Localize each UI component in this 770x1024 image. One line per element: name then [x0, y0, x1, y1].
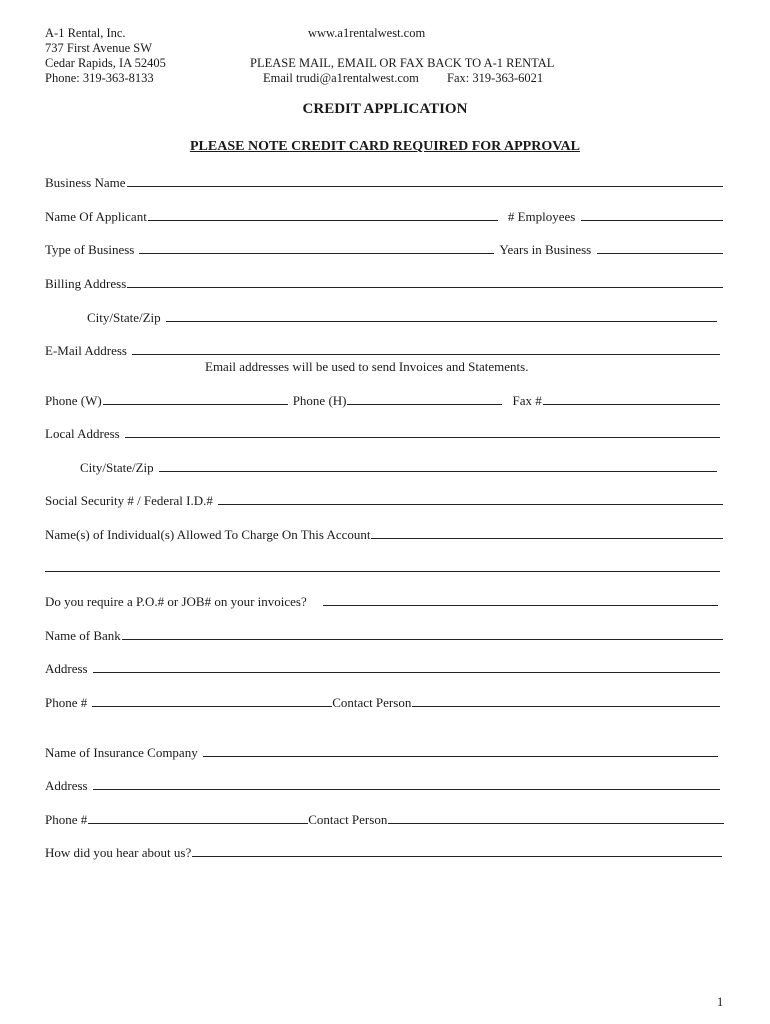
fax-label: Fax # [512, 393, 542, 408]
company-fax: Fax: 319-363-6021 [447, 71, 544, 85]
referral-row [45, 845, 722, 861]
bank-name-label: Name of Bank [45, 628, 121, 643]
authorized-names-row [45, 527, 723, 543]
bank-contact-label: Contact Person [332, 695, 412, 710]
bank-phone-label: Phone # [45, 695, 88, 710]
phone-home-label: Phone (H) [292, 393, 347, 408]
bank-phone-field[interactable] [92, 695, 332, 707]
ssn-field[interactable] [218, 493, 723, 505]
insurance-contact-label: Contact Person [308, 812, 388, 827]
page-number: 1 [717, 995, 724, 1009]
phone-row [45, 393, 720, 409]
billing-address-field[interactable] [127, 276, 723, 288]
insurance-name-row [45, 745, 718, 761]
billing-city-label: City/State/Zip [87, 310, 161, 325]
insurance-address-field[interactable] [93, 778, 720, 790]
insurance-contact-field[interactable] [388, 812, 724, 824]
bank-address-field[interactable] [93, 661, 720, 673]
applicant-name-label: Name Of Applicant [45, 209, 147, 224]
local-address-row [45, 426, 720, 442]
years-in-business-label: Years in Business [499, 242, 592, 257]
company-name: A-1 Rental, Inc. [45, 26, 126, 40]
phone-work-label: Phone (W) [45, 393, 102, 408]
bank-phone-row [45, 695, 720, 711]
insurance-phone-row [45, 812, 724, 828]
billing-city-row [87, 310, 717, 326]
authorized-names-continuation [45, 560, 720, 572]
employees-field[interactable] [581, 209, 723, 221]
email-note: Email addresses will be used to send Invoices and Statements. [205, 359, 529, 374]
insurance-address-label: Address [45, 778, 88, 793]
ssn-label: Social Security # / Federal I.D.# [45, 493, 213, 508]
form-title: CREDIT APPLICATION [302, 101, 468, 117]
bank-address-label: Address [45, 661, 88, 676]
bank-address-row [45, 661, 720, 677]
bank-contact-field[interactable] [412, 695, 720, 707]
insurance-name-field[interactable] [203, 745, 718, 757]
fax-field[interactable] [543, 393, 720, 405]
ssn-row [45, 493, 723, 509]
local-city-row [80, 460, 717, 476]
years-in-business-field[interactable] [597, 242, 723, 254]
billing-city-field[interactable] [166, 310, 717, 322]
business-name-row [45, 175, 723, 191]
business-name-label: Business Name [45, 175, 126, 190]
company-phone: Phone: 319-363-8133 [45, 71, 154, 85]
email-field[interactable] [132, 343, 720, 355]
bank-name-row [45, 628, 723, 644]
authorized-names-field[interactable] [371, 527, 723, 539]
po-row [45, 594, 718, 610]
insurance-address-row [45, 778, 720, 794]
insurance-name-label: Name of Insurance Company [45, 745, 198, 760]
insurance-phone-field[interactable] [88, 812, 308, 824]
business-type-field[interactable] [139, 242, 494, 254]
insurance-phone-label: Phone # [45, 812, 88, 827]
phone-work-field[interactable] [103, 393, 288, 405]
company-website: www.a1rentalwest.com [308, 26, 426, 40]
referral-field[interactable] [192, 845, 722, 857]
po-question-label: Do you require a P.O.# or JOB# on your invoices? [45, 594, 307, 609]
billing-address-label: Billing Address [45, 276, 127, 291]
form-subtitle: PLEASE NOTE CREDIT CARD REQUIRED FOR APPROVAL [190, 139, 580, 154]
referral-label: How did you hear about us? [45, 845, 192, 860]
applicant-name-field[interactable] [148, 209, 498, 221]
company-email: Email trudi@a1rentalwest.com [263, 71, 419, 85]
billing-address-row [45, 276, 723, 292]
po-answer-field[interactable] [323, 594, 718, 606]
company-street: 737 First Avenue SW [45, 41, 153, 55]
bank-name-field[interactable] [122, 628, 723, 640]
authorized-names-label: Name(s) of Individual(s) Allowed To Charge On This Account [45, 527, 371, 542]
employees-label: # Employees [507, 209, 576, 224]
business-type-row [45, 242, 723, 258]
authorized-names-field-2[interactable] [45, 560, 720, 572]
email-row [45, 343, 720, 359]
business-name-field[interactable] [127, 175, 723, 187]
company-city: Cedar Rapids, IA 52405 [45, 56, 166, 70]
local-city-field[interactable] [159, 460, 717, 472]
email-label: E-Mail Address [45, 343, 127, 358]
mail-instruction: PLEASE MAIL, EMAIL OR FAX BACK TO A-1 RENTAL [250, 56, 555, 70]
local-address-label: Local Address [45, 426, 120, 441]
local-city-label: City/State/Zip [80, 460, 154, 475]
phone-home-field[interactable] [347, 393, 502, 405]
business-type-label: Type of Business [45, 242, 135, 257]
local-address-field[interactable] [125, 426, 720, 438]
applicant-row [45, 209, 723, 225]
